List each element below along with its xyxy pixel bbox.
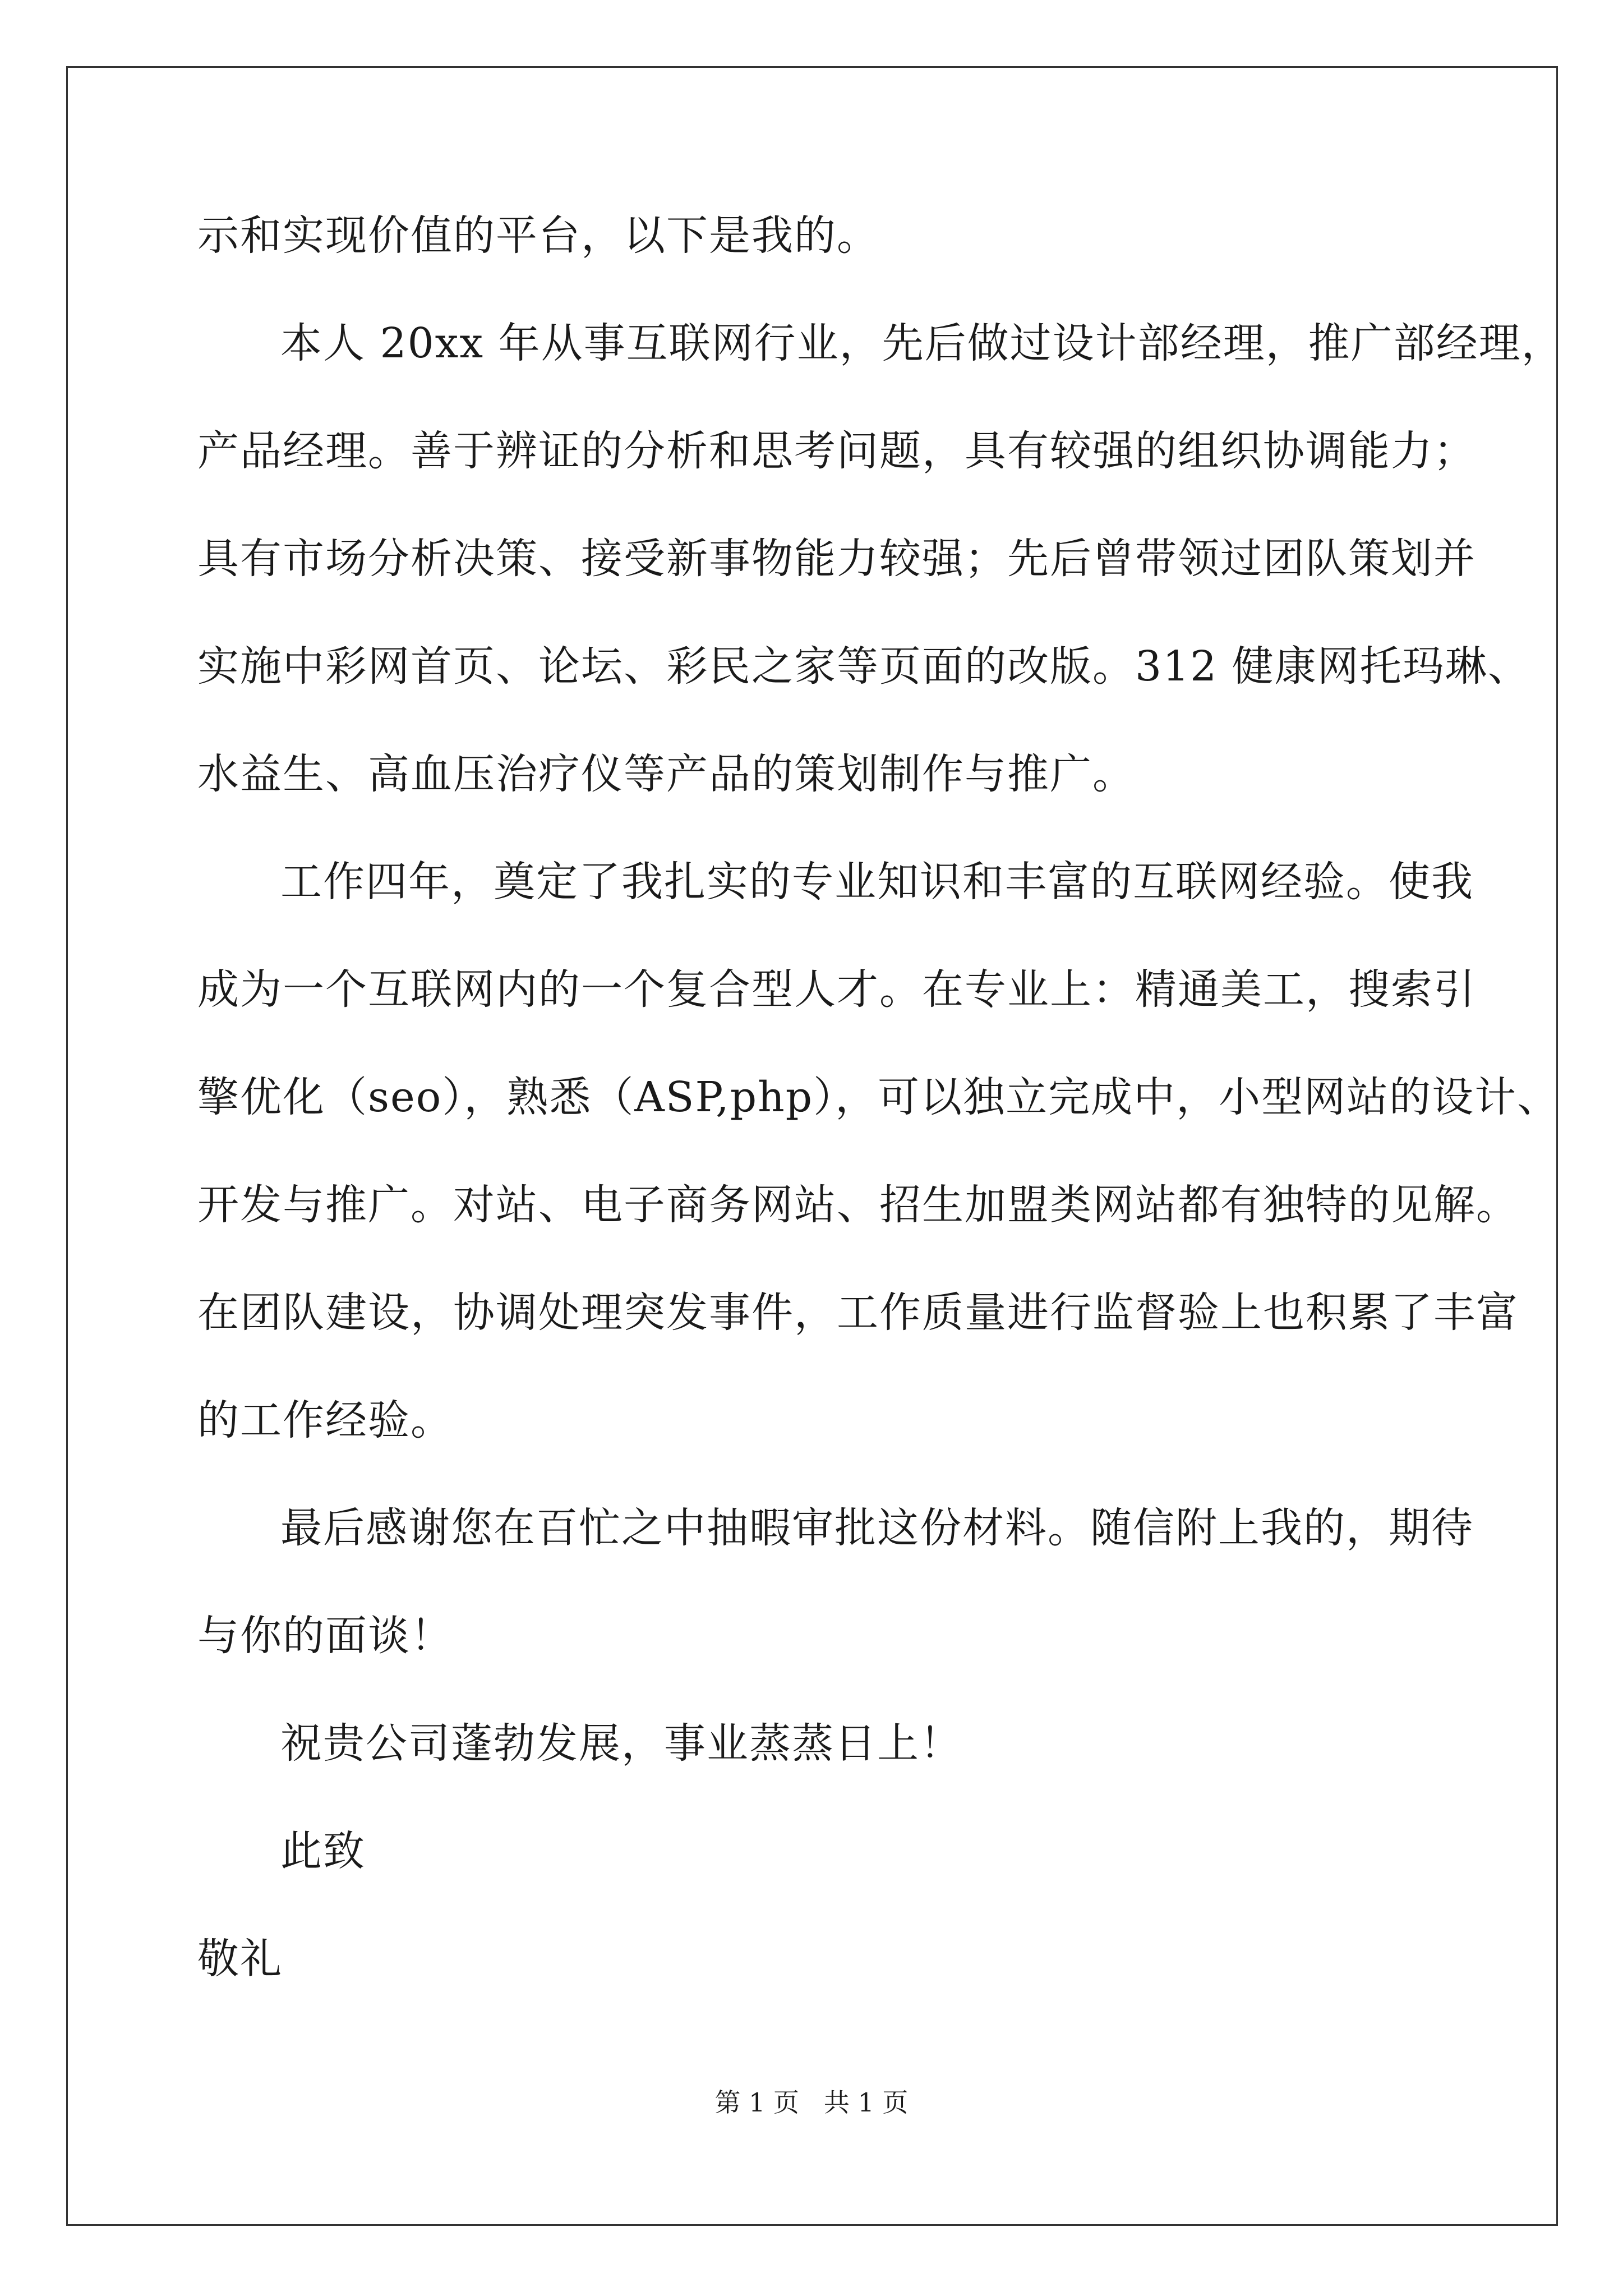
- text-line: 成为一个互联网内的一个复合型人才。在专业上：精通美工，搜索引: [197, 965, 1476, 1014]
- text-line: 实施中彩网首页、论坛、彩民之家等页面的改版。312 健康网托玛琳、: [197, 642, 1530, 691]
- salutation-cizhi: 此致: [280, 1827, 366, 1875]
- letter-body: [197, 202, 1564, 2033]
- text-line: 的工作经验。: [197, 1396, 453, 1444]
- text-line: 本人 20xx 年从事互联网行业，先后做过设计部经理，推广部经理，: [280, 319, 1564, 367]
- text-line: 水益生、高血压治疗仪等产品的策划制作与推广。: [197, 750, 1135, 798]
- text-line: 擎优化（seo），熟悉（ASP,php），可以独立完成中，小型网站的设计、: [197, 1073, 1560, 1121]
- text-line: 具有市场分析决策、接受新事物能力较强；先后曾带领过团队策划并: [197, 535, 1476, 583]
- salutation-jingli: 敬礼: [197, 1935, 283, 1983]
- text-line: 在团队建设，协调处理突发事件，工作质量进行监督验上也积累了丰富: [197, 1289, 1519, 1337]
- text-line: 示和实现价值的平台，以下是我的。: [197, 211, 879, 260]
- page-footer: 第 1 页 共 1 页: [714, 2087, 909, 2118]
- text-line: 开发与推广。对站、电子商务网站、招生加盟类网站都有独特的见解。: [197, 1181, 1519, 1229]
- text-line: 与你的面谈！: [197, 1612, 453, 1660]
- text-line: 最后感谢您在百忙之中抽暇审批这份材料。随信附上我的，期待: [280, 1504, 1474, 1552]
- closing-wish: 祝贵公司蓬勃发展，事业蒸蒸日上！: [280, 1719, 962, 1768]
- text-line: 产品经理。善于辨证的分析和思考问题，具有较强的组织协调能力；: [197, 427, 1476, 475]
- text-line: 工作四年，奠定了我扎实的专业知识和丰富的互联网经验。使我: [280, 858, 1474, 906]
